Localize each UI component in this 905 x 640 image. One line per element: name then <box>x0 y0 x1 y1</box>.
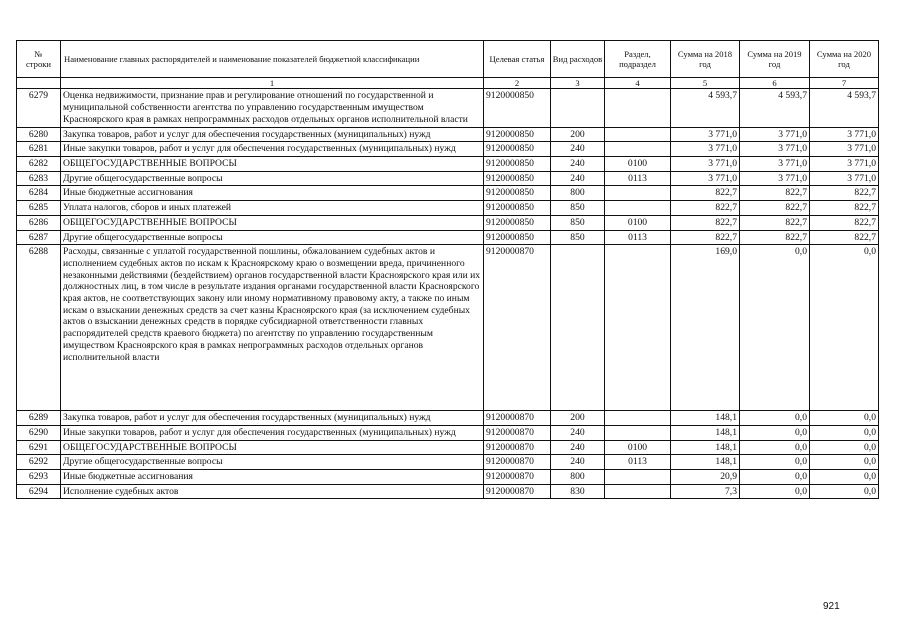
row-section: 0100 <box>605 215 671 230</box>
row-sum-2020: 3 771,0 <box>810 142 879 157</box>
budget-table <box>16 40 879 499</box>
row-sum-2020: 0,0 <box>810 470 879 485</box>
row-section <box>605 186 671 201</box>
row-name: ОБЩЕГОСУДАРСТВЕННЫЕ ВОПРОСЫ <box>61 440 484 455</box>
row-name: Иные бюджетные ассигнования <box>61 186 484 201</box>
row-expense-type: 200 <box>551 127 605 142</box>
row-target: 9120000870 <box>484 425 551 440</box>
row-section <box>605 127 671 142</box>
row-sum-2018: 148,1 <box>671 411 740 426</box>
header-name: Наименование главных распорядителей и наименование показателей бюджетной классификации <box>61 41 484 78</box>
row-sum-2018: 148,1 <box>671 440 740 455</box>
row-target: 9120000850 <box>484 127 551 142</box>
row-sum-2020: 0,0 <box>810 411 879 426</box>
row-section <box>605 425 671 440</box>
row-section: 0113 <box>605 455 671 470</box>
row-target: 9120000850 <box>484 142 551 157</box>
header-expense-type: Вид расходов <box>551 41 605 78</box>
row-sum-2019: 0,0 <box>740 245 810 411</box>
column-number: 1 <box>61 78 484 89</box>
table-row <box>17 455 879 470</box>
row-sum-2020: 822,7 <box>810 215 879 230</box>
row-sum-2018: 3 771,0 <box>671 171 740 186</box>
column-number: 2 <box>484 78 551 89</box>
column-number: 6 <box>740 78 810 89</box>
header-sum-2019: Сумма на 2019 год <box>740 41 810 78</box>
row-sum-2019: 822,7 <box>740 186 810 201</box>
row-name: Закупка товаров, работ и услуг для обеспечения государственных (муниципальных) нужд <box>61 127 484 142</box>
row-sum-2020: 0,0 <box>810 425 879 440</box>
row-section <box>605 201 671 216</box>
header-sum-2020: Сумма на 2020 год <box>810 41 879 78</box>
row-sum-2018: 148,1 <box>671 425 740 440</box>
row-sum-2020: 3 771,0 <box>810 157 879 172</box>
column-number: 5 <box>671 78 740 89</box>
row-number: 6290 <box>17 425 61 440</box>
row-number: 6280 <box>17 127 61 142</box>
row-sum-2018: 822,7 <box>671 186 740 201</box>
row-name: Иные закупки товаров, работ и услуг для обеспечения государственных (муниципальных) нужд <box>61 425 484 440</box>
row-expense-type: 200 <box>551 411 605 426</box>
row-sum-2020: 0,0 <box>810 245 879 411</box>
row-section <box>605 142 671 157</box>
column-number-row <box>17 78 879 89</box>
row-expense-type: 800 <box>551 186 605 201</box>
header-sum-2018: Сумма на 2018 год <box>671 41 740 78</box>
row-number: 6285 <box>17 201 61 216</box>
row-sum-2020: 3 771,0 <box>810 127 879 142</box>
table-row <box>17 215 879 230</box>
row-sum-2019: 0,0 <box>740 411 810 426</box>
row-target: 9120000870 <box>484 484 551 499</box>
row-sum-2019: 3 771,0 <box>740 142 810 157</box>
row-sum-2019: 3 771,0 <box>740 171 810 186</box>
row-name: Иные бюджетные ассигнования <box>61 470 484 485</box>
row-name: Закупка товаров, работ и услуг для обеспечения государственных (муниципальных) нужд <box>61 411 484 426</box>
row-sum-2019: 822,7 <box>740 215 810 230</box>
row-target: 9120000870 <box>484 440 551 455</box>
row-sum-2020: 0,0 <box>810 484 879 499</box>
row-number: 6282 <box>17 157 61 172</box>
row-expense-type: 240 <box>551 157 605 172</box>
row-target: 9120000870 <box>484 411 551 426</box>
row-expense-type: 240 <box>551 425 605 440</box>
column-number: 7 <box>810 78 879 89</box>
row-sum-2020: 822,7 <box>810 186 879 201</box>
page-number: 921 <box>823 601 840 612</box>
row-section <box>605 484 671 499</box>
row-target: 9120000850 <box>484 157 551 172</box>
row-section: 0113 <box>605 230 671 245</box>
row-name: Уплата налогов, сборов и иных платежей <box>61 201 484 216</box>
column-number: 4 <box>605 78 671 89</box>
row-sum-2018: 822,7 <box>671 215 740 230</box>
row-sum-2020: 4 593,7 <box>810 89 879 127</box>
row-target: 9120000850 <box>484 201 551 216</box>
row-target: 9120000870 <box>484 470 551 485</box>
row-sum-2018: 148,1 <box>671 455 740 470</box>
row-name: Другие общегосударственные вопросы <box>61 230 484 245</box>
row-expense-type: 850 <box>551 201 605 216</box>
row-section <box>605 411 671 426</box>
table-row <box>17 157 879 172</box>
row-expense-type: 830 <box>551 484 605 499</box>
row-section <box>605 245 671 411</box>
row-section: 0100 <box>605 440 671 455</box>
row-sum-2019: 4 593,7 <box>740 89 810 127</box>
row-target: 9120000850 <box>484 186 551 201</box>
row-expense-type: 800 <box>551 470 605 485</box>
row-name: Оценка недвижимости, признание прав и регулирование отношений по государственной и муниципальной собственности агентства по управлению государственным имуществом Красноярского края в рамках непрограммных расходов отдельных органов исполнительной власти <box>61 89 484 127</box>
row-sum-2020: 3 771,0 <box>810 171 879 186</box>
row-expense-type: 240 <box>551 171 605 186</box>
table-row <box>17 171 879 186</box>
table-row <box>17 127 879 142</box>
row-sum-2019: 0,0 <box>740 484 810 499</box>
row-target: 9120000850 <box>484 89 551 127</box>
row-number: 6284 <box>17 186 61 201</box>
row-expense-type <box>551 245 605 411</box>
row-sum-2019: 3 771,0 <box>740 157 810 172</box>
row-section <box>605 470 671 485</box>
row-number: 6291 <box>17 440 61 455</box>
row-sum-2020: 0,0 <box>810 455 879 470</box>
row-sum-2018: 3 771,0 <box>671 142 740 157</box>
table-body <box>17 89 879 499</box>
table-row <box>17 201 879 216</box>
row-number: 6287 <box>17 230 61 245</box>
row-name: ОБЩЕГОСУДАРСТВЕННЫЕ ВОПРОСЫ <box>61 157 484 172</box>
row-sum-2019: 0,0 <box>740 455 810 470</box>
row-number: 6292 <box>17 455 61 470</box>
row-name: Иные закупки товаров, работ и услуг для обеспечения государственных (муниципальных) нужд <box>61 142 484 157</box>
row-expense-type: 240 <box>551 142 605 157</box>
header-row <box>17 41 879 78</box>
header-target: Целевая статья <box>484 41 551 78</box>
column-number <box>17 78 61 89</box>
table-row <box>17 230 879 245</box>
row-target: 9120000870 <box>484 245 551 411</box>
row-name: Расходы, связанные с уплатой государственной пошлины, обжалованием судебных актов и исполнением судебных актов по искам к Красноярскому краю о возмещении вреда, причиненного незаконными действиями (бездействием) органов государственной власти Красноярского края или их должностных лиц, в том числе в результате издания органами государственной власти Красноярского края актов, не соответствующих закону или иному нормативному правовому акту, а также по иным искам о взыскании денежных средств за счет казны Красноярского края (за исключением судебных актов о взыскании денежных средств в порядке субсидиарной ответственности главных распорядителей средств краевого бюджета) по агентству по управлению государственным имуществом Красноярского края в рамках непрограммных расходов отдельных органов исполнительной власти <box>61 245 484 411</box>
table-row <box>17 425 879 440</box>
row-expense-type <box>551 89 605 127</box>
table-row <box>17 245 879 411</box>
row-sum-2018: 20,9 <box>671 470 740 485</box>
row-sum-2018: 822,7 <box>671 230 740 245</box>
row-sum-2020: 0,0 <box>810 440 879 455</box>
row-target: 9120000850 <box>484 215 551 230</box>
row-target: 9120000870 <box>484 455 551 470</box>
row-expense-type: 240 <box>551 455 605 470</box>
row-sum-2018: 3 771,0 <box>671 157 740 172</box>
row-target: 9120000850 <box>484 230 551 245</box>
row-sum-2018: 169,0 <box>671 245 740 411</box>
row-sum-2020: 822,7 <box>810 230 879 245</box>
row-sum-2018: 3 771,0 <box>671 127 740 142</box>
row-number: 6293 <box>17 470 61 485</box>
row-section: 0100 <box>605 157 671 172</box>
row-number: 6279 <box>17 89 61 127</box>
row-sum-2019: 0,0 <box>740 470 810 485</box>
table-row <box>17 142 879 157</box>
row-name: Другие общегосударственные вопросы <box>61 171 484 186</box>
table-row <box>17 411 879 426</box>
row-number: 6281 <box>17 142 61 157</box>
row-expense-type: 240 <box>551 440 605 455</box>
row-expense-type: 850 <box>551 230 605 245</box>
table-row <box>17 89 879 127</box>
row-sum-2018: 4 593,7 <box>671 89 740 127</box>
row-name: Другие общегосударственные вопросы <box>61 455 484 470</box>
row-sum-2019: 0,0 <box>740 440 810 455</box>
row-section <box>605 89 671 127</box>
table-row <box>17 470 879 485</box>
row-number: 6289 <box>17 411 61 426</box>
row-sum-2019: 0,0 <box>740 425 810 440</box>
table-row <box>17 440 879 455</box>
row-sum-2018: 7,3 <box>671 484 740 499</box>
row-name: Исполнение судебных актов <box>61 484 484 499</box>
row-target: 9120000850 <box>484 171 551 186</box>
row-sum-2019: 822,7 <box>740 201 810 216</box>
row-sum-2019: 822,7 <box>740 230 810 245</box>
row-section: 0113 <box>605 171 671 186</box>
row-number: 6286 <box>17 215 61 230</box>
table-row <box>17 186 879 201</box>
row-name: ОБЩЕГОСУДАРСТВЕННЫЕ ВОПРОСЫ <box>61 215 484 230</box>
row-number: 6294 <box>17 484 61 499</box>
header-section: Раздел, подраздел <box>605 41 671 78</box>
row-number: 6288 <box>17 245 61 411</box>
row-number: 6283 <box>17 171 61 186</box>
column-number: 3 <box>551 78 605 89</box>
table-row <box>17 484 879 499</box>
row-expense-type: 850 <box>551 215 605 230</box>
row-sum-2019: 3 771,0 <box>740 127 810 142</box>
header-row-no: № строки <box>17 41 61 78</box>
row-sum-2018: 822,7 <box>671 201 740 216</box>
row-sum-2020: 822,7 <box>810 201 879 216</box>
